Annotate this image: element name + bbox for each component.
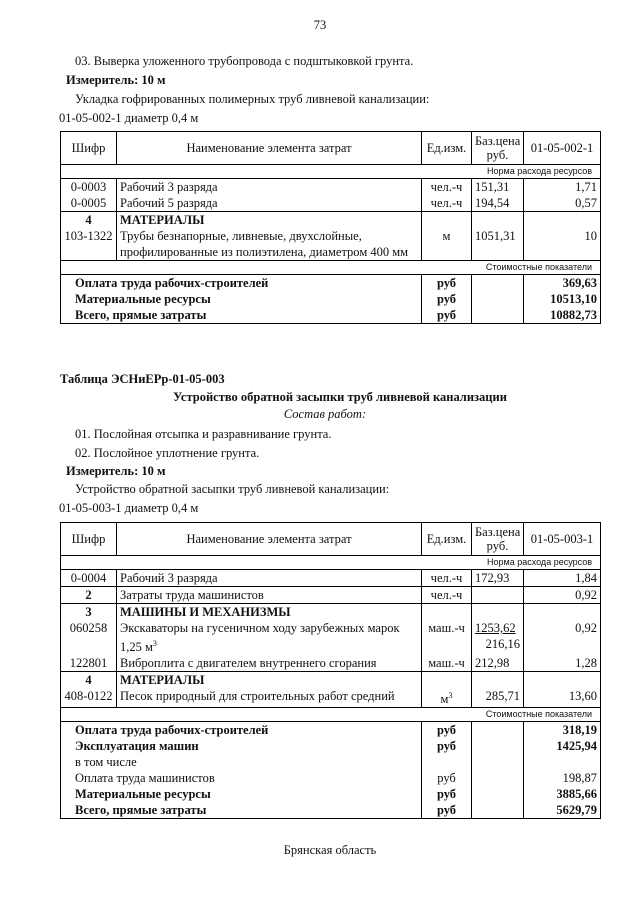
group-row-materials xyxy=(61,212,601,229)
total-value: 198,87 xyxy=(524,770,601,786)
row-value: 13,60 xyxy=(524,688,601,708)
row-unit: чел.-ч xyxy=(422,570,472,587)
rates-table-2 xyxy=(60,522,601,819)
row-code: 0-0005 xyxy=(61,195,117,212)
col-header-unit: Ед.изм. xyxy=(422,132,472,165)
row-value: 10 xyxy=(524,228,601,261)
row-value: 1,28 xyxy=(524,655,601,672)
table-row xyxy=(61,228,601,261)
norm-caption: Норма расхода ресурсов xyxy=(61,556,601,570)
work-step: 03. Выверка уложенного трубопровода с подштыковкой грунта. xyxy=(75,54,414,68)
total-unit: руб xyxy=(422,738,472,754)
cost-caption: Стоимостные показатели xyxy=(61,708,601,722)
row-unit: маш.-ч xyxy=(422,655,472,672)
row-name: Рабочий 3 разряда xyxy=(117,570,422,587)
table-row xyxy=(61,587,601,604)
page-number: 73 xyxy=(313,18,327,32)
col-header-code: Шифр xyxy=(61,132,117,165)
total-value: 1425,94 xyxy=(524,738,601,754)
total-value: 318,19 xyxy=(524,722,601,739)
total-unit: руб xyxy=(422,770,472,786)
row-unit: маш.-ч xyxy=(422,620,472,655)
row-code: 0-0003 xyxy=(61,179,117,196)
row-code: 122801 xyxy=(61,655,117,672)
table-row xyxy=(61,688,601,708)
composition-label: Состав работ: xyxy=(283,407,367,421)
row-name xyxy=(117,620,422,655)
total-value: 3885,66 xyxy=(524,786,601,802)
table-row xyxy=(61,655,601,672)
subtotal-caption: в том числе xyxy=(61,754,422,770)
row-name-line: профилированные из полиэтилена, диаметром 400 мм xyxy=(120,245,409,259)
table-row xyxy=(61,195,601,212)
row-price: 172,93 xyxy=(472,570,524,587)
group-name: МАТЕРИАЛЫ xyxy=(117,672,422,689)
col-header-name: Наименование элемента затрат xyxy=(117,132,422,165)
row-name-line xyxy=(120,636,418,655)
row-price: 285,71 xyxy=(472,688,524,708)
row-code: 103-1322 xyxy=(61,228,117,261)
total-label: Оплата труда рабочих-строителей xyxy=(61,275,422,292)
group-row-materials xyxy=(61,672,601,689)
row-unit xyxy=(422,688,472,708)
total-label: Эксплуатация машин xyxy=(61,738,422,754)
page-footer: Брянская область xyxy=(283,843,377,857)
total-row xyxy=(61,291,601,307)
row-unit: чел.-ч xyxy=(422,587,472,604)
total-unit: руб xyxy=(422,722,472,739)
row-code: 408-0122 xyxy=(61,688,117,708)
row-name-line: Трубы безнапорные, ливневые, двухслойные, xyxy=(120,229,362,243)
rate-code-line: 01-05-003-1 диаметр 0,4 м xyxy=(59,501,199,515)
total-label: Оплата труда машинистов xyxy=(61,770,422,786)
row-name xyxy=(117,228,422,261)
row-price xyxy=(472,620,524,655)
group-name: МАТЕРИАЛЫ xyxy=(117,212,422,229)
superscript: 3 xyxy=(448,691,453,701)
total-row xyxy=(61,802,601,819)
row-unit: м xyxy=(422,228,472,261)
row-unit: чел.-ч xyxy=(422,195,472,212)
price-line: 216,16 xyxy=(485,637,520,651)
col-header-unit: Ед.изм. xyxy=(422,523,472,556)
total-row xyxy=(61,770,601,786)
row-price: 212,98 xyxy=(472,655,524,672)
row-code: 2 xyxy=(61,587,117,604)
unit-text: м xyxy=(440,692,449,707)
row-price: 1051,31 xyxy=(472,228,524,261)
total-row xyxy=(61,738,601,754)
total-row xyxy=(61,307,601,324)
row-value: 0,92 xyxy=(524,620,601,655)
total-value: 10882,73 xyxy=(524,307,601,324)
price-line: 1253,62 xyxy=(475,621,516,635)
col-header-price: Баз.цена руб. xyxy=(472,523,524,556)
row-name: Рабочий 5 разряда xyxy=(117,195,422,212)
table-row xyxy=(61,620,601,655)
total-value: 5629,79 xyxy=(524,802,601,819)
norm-caption: Норма расхода ресурсов xyxy=(61,165,601,179)
work-description: Устройство обратной засыпки труб ливневой канализации: xyxy=(75,482,390,496)
col-header-name: Наименование элемента затрат xyxy=(117,523,422,556)
col-header-price: Баз.цена руб. xyxy=(472,132,524,165)
total-value: 10513,10 xyxy=(524,291,601,307)
row-unit: чел.-ч xyxy=(422,179,472,196)
total-unit: руб xyxy=(422,291,472,307)
total-unit: руб xyxy=(422,307,472,324)
measure-unit: Измеритель: 10 м xyxy=(66,464,166,478)
section-heading: Устройство обратной засыпки труб ливневой канализации xyxy=(173,390,507,404)
col-header-code: Шифр xyxy=(61,523,117,556)
total-row xyxy=(61,786,601,802)
total-label: Материальные ресурсы xyxy=(61,291,422,307)
total-row xyxy=(61,722,601,739)
table-row xyxy=(61,179,601,196)
cost-caption: Стоимостные показатели xyxy=(61,261,601,275)
row-price: 194,54 xyxy=(472,195,524,212)
row-name-text: 1,25 м xyxy=(120,640,153,655)
row-value: 0,92 xyxy=(524,587,601,604)
row-value: 1,84 xyxy=(524,570,601,587)
col-header-norm: 01-05-002-1 xyxy=(524,132,601,165)
total-unit: руб xyxy=(422,786,472,802)
total-label: Оплата труда рабочих-строителей xyxy=(61,722,422,739)
total-unit: руб xyxy=(422,802,472,819)
row-code: 0-0004 xyxy=(61,570,117,587)
work-step: 02. Послойное уплотнение грунта. xyxy=(75,446,260,460)
group-name: МАШИНЫ И МЕХАНИЗМЫ xyxy=(117,604,422,621)
total-unit: руб xyxy=(422,275,472,292)
group-row-machines xyxy=(61,604,601,621)
total-label: Всего, прямые затраты xyxy=(61,307,422,324)
row-value: 1,71 xyxy=(524,179,601,196)
table-row xyxy=(61,570,601,587)
work-step: 01. Послойная отсыпка и разравнивание грунта. xyxy=(75,427,332,441)
row-name-line: Экскаваторы на гусеничном ходу зарубежных марок xyxy=(120,621,400,635)
row-name: Рабочий 3 разряда xyxy=(117,179,422,196)
work-description: Укладка гофрированных полимерных труб ливневой канализации: xyxy=(75,92,430,106)
rates-table-1 xyxy=(60,131,601,324)
col-header-norm: 01-05-003-1 xyxy=(524,523,601,556)
total-label: Всего, прямые затраты xyxy=(61,802,422,819)
subtotal-caption-row xyxy=(61,754,601,770)
group-code: 3 xyxy=(61,604,117,621)
row-price: 151,31 xyxy=(472,179,524,196)
group-code: 4 xyxy=(61,672,117,689)
measure-unit: Измеритель: 10 м xyxy=(66,73,166,87)
total-row xyxy=(61,275,601,292)
total-value: 369,63 xyxy=(524,275,601,292)
rate-code-line: 01-05-002-1 диаметр 0,4 м xyxy=(59,111,199,125)
row-name: Песок природный для строительных работ средний xyxy=(117,688,422,708)
table-title: Таблица ЭСНиЕРр-01-05-003 xyxy=(60,372,225,386)
total-label: Материальные ресурсы xyxy=(61,786,422,802)
row-value: 0,57 xyxy=(524,195,601,212)
row-name: Виброплита с двигателем внутреннего сгорания xyxy=(117,655,422,672)
group-code: 4 xyxy=(61,212,117,229)
row-name: Затраты труда машинистов xyxy=(117,587,422,604)
superscript: 3 xyxy=(152,639,157,648)
row-code: 060258 xyxy=(61,620,117,655)
